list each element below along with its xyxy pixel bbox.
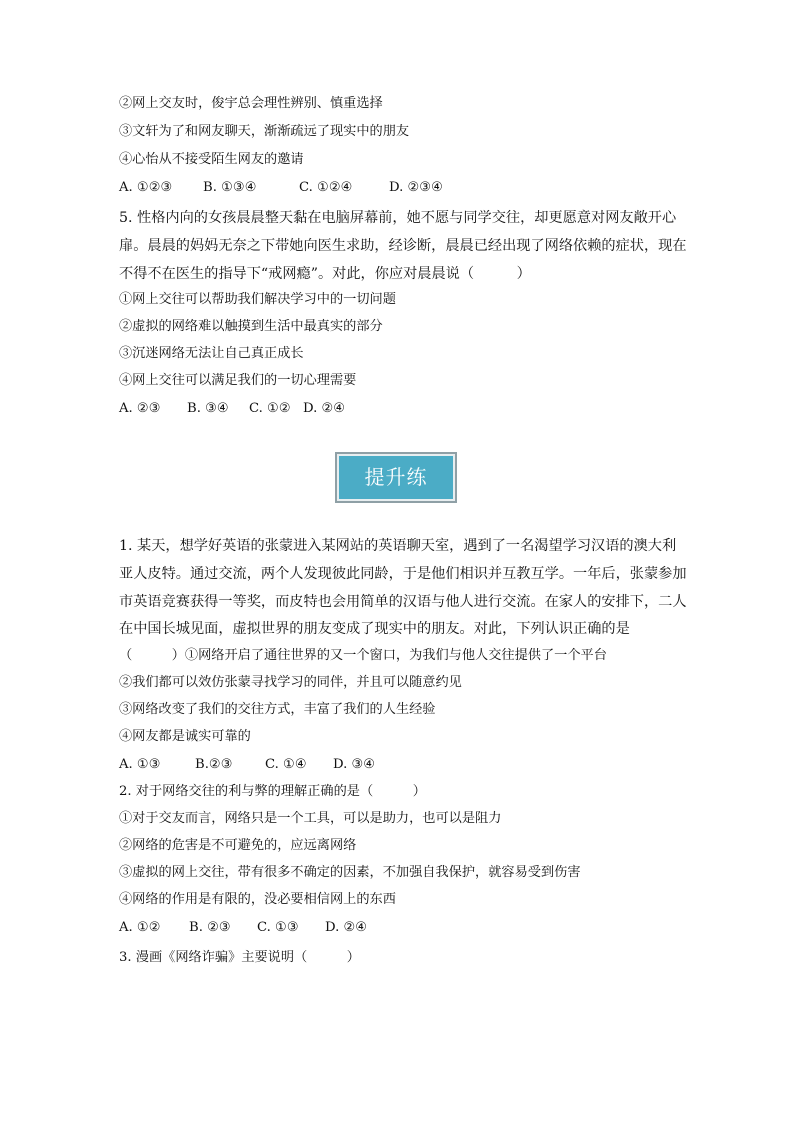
option-c: C. ①③ bbox=[257, 920, 299, 935]
question-stem: （ ）①网络开启了通往世界的又一个窗口，为我们与他人交往提供了一个平台 bbox=[119, 648, 607, 663]
answer-options bbox=[119, 399, 679, 419]
option-a: A. ①③ bbox=[119, 757, 161, 772]
question-item: ④心怡从不接受陌生网友的邀请 bbox=[119, 152, 304, 167]
option-b: B. ③④ bbox=[187, 401, 229, 416]
question-item: ③网络改变了我们的交往方式，丰富了我们的人生经验 bbox=[119, 702, 436, 717]
question-stem: 扉。晨晨的妈妈无奈之下带她向医生求助，经诊断，晨晨已经出现了网络依赖的症状，现在 bbox=[119, 238, 687, 254]
answer-options bbox=[119, 918, 679, 938]
option-c: C. ①②④ bbox=[299, 180, 353, 195]
question-item: ④网友都是诚实可靠的 bbox=[119, 729, 251, 744]
question-item: ③虚拟的网上交往，带有很多不确定的因素，不加强自我保护，就容易受到伤害 bbox=[119, 865, 581, 880]
question-stem: 市英语竞赛获得一等奖，而皮特也会用简单的汉语与他人进行交流。在家人的安排下，二人 bbox=[119, 594, 687, 610]
option-a: A. ①②③ bbox=[119, 180, 173, 195]
question-item: ④网络的作用是有限的，没必要相信网上的东西 bbox=[119, 892, 396, 907]
question-stem: 2. 对于网络交往的利与弊的理解正确的是（ ） bbox=[119, 784, 426, 799]
question-stem: 不得不在医生的指导下“戒网瘾”。对此，你应对晨晨说（ ） bbox=[119, 266, 531, 282]
section-badge: 提升练 bbox=[335, 452, 457, 503]
question-item: ④网上交往可以满足我们的一切心理需要 bbox=[119, 373, 357, 388]
option-b: B. ②③ bbox=[189, 920, 231, 935]
question-item: ②虚拟的网络难以触摸到生活中最真实的部分 bbox=[119, 319, 383, 334]
question-item: ③沉迷网络无法让自己真正成长 bbox=[119, 346, 304, 361]
option-d: D. ②③④ bbox=[389, 180, 443, 195]
question-stem: 5. 性格内向的女孩晨晨整天黏在电脑屏幕前，她不愿与同学交往，却更愿意对网友敞开心 bbox=[119, 210, 677, 226]
option-b: B.②③ bbox=[195, 757, 233, 772]
question-item: ②网上交友时，俊宇总会理性辨别、慎重选择 bbox=[119, 96, 383, 111]
option-d: D. ②④ bbox=[303, 401, 346, 416]
question-stem: 亚人皮特。通过交流，两个人发现彼此同龄，于是他们相识并互教互学。一年后，张蒙参加 bbox=[119, 566, 687, 582]
question-stem: 1. 某天，想学好英语的张蒙进入某网站的英语聊天室，遇到了一名渴望学习汉语的澳大利 bbox=[119, 538, 677, 554]
option-b: B. ①③④ bbox=[203, 180, 257, 195]
question-item: ③文轩为了和网友聊天，渐渐疏远了现实中的朋友 bbox=[119, 124, 410, 139]
option-a: A. ①② bbox=[119, 920, 161, 935]
option-d: D. ②④ bbox=[325, 920, 368, 935]
option-d: D. ③④ bbox=[333, 757, 376, 772]
answer-options bbox=[119, 178, 679, 198]
option-a: A. ②③ bbox=[119, 401, 161, 416]
question-stem: 3. 漫画《网络诈骗》主要说明（ ） bbox=[119, 950, 360, 965]
question-item: ①对于交友而言，网络只是一个工具，可以是助力，也可以是阻力 bbox=[119, 811, 502, 826]
answer-options bbox=[119, 755, 679, 775]
option-c: C. ①② bbox=[249, 401, 291, 416]
option-c: C. ①④ bbox=[265, 757, 307, 772]
question-item: ①网上交往可以帮助我们解决学习中的一切问题 bbox=[119, 292, 396, 307]
question-stem: 在中国长城见面，虚拟世界的朋友变成了现实中的朋友。对此，下列认识正确的是 bbox=[119, 621, 630, 637]
question-item: ②网络的危害是不可避免的，应远离网络 bbox=[119, 838, 357, 853]
question-item: ②我们都可以效仿张蒙寻找学习的同伴，并且可以随意约见 bbox=[119, 675, 462, 690]
